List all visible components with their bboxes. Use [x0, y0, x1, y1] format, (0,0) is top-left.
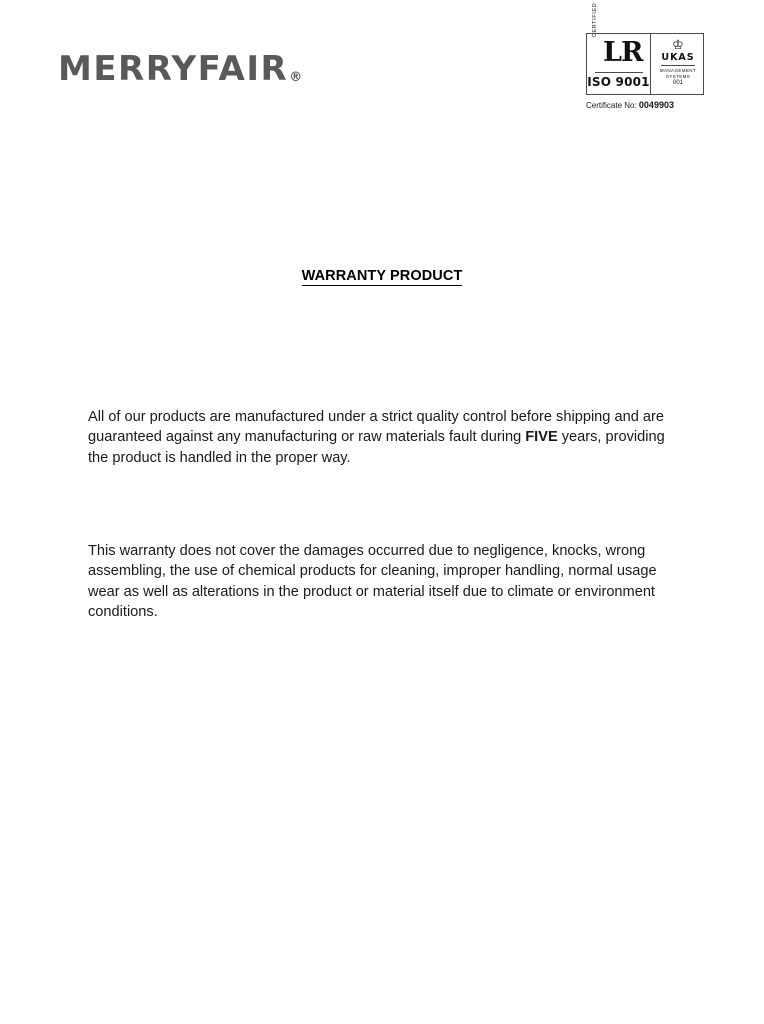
page-title-text: WARRANTY PRODUCT: [301, 268, 463, 284]
certification-rule: [595, 72, 643, 73]
ukas-number: 001: [672, 80, 683, 86]
warranty-paragraph-1-part-1: All of our products are manufactured under a strict quality control before shipping and are guaranteed against any manufacturing or raw materials fault during: [88, 408, 664, 446]
ukas-subtitle-2: SYSTEMS: [665, 73, 691, 79]
warranty-paragraph-2: This warranty does not cover the damages occurred due to negligence, knocks, wrong assembling, the use of chemical products for cleaning, improper handling, normal usage wear as well as alterations in the product or material itself due to climate or environment conditions.: [88, 542, 657, 621]
lloyds-register-icon: LR: [603, 37, 643, 68]
warranty-paragraph-1-part-2: years, providing the product is handled in the proper way.: [88, 429, 665, 466]
warranty-duration-emphasis: FIVE: [525, 429, 558, 446]
certification-left-panel: [587, 2, 650, 94]
warranty-paragraph-1: [88, 407, 668, 469]
registered-trademark-icon: ®: [289, 70, 303, 85]
certificate-number-value: 0049903: [638, 100, 674, 110]
certification-box: [586, 2, 704, 95]
merryfair-logo: [58, 49, 303, 89]
iso-standard-label: ISO 9001: [587, 75, 650, 89]
certification-right-panel: [651, 34, 705, 94]
certificate-number-label: Certificate No:: [586, 101, 637, 110]
ukas-subtitle-1: MANAGEMENT: [659, 68, 697, 73]
brand-name: MERRYFAIR: [58, 49, 289, 89]
ukas-label: UKAS: [661, 52, 695, 63]
iso-certification-mark: [586, 2, 706, 110]
crown-icon: ♔: [672, 37, 684, 52]
certified-label: CERTIFIED: [592, 2, 598, 38]
ukas-rule: [661, 65, 695, 66]
page-title: [0, 268, 764, 284]
certificate-number-line: [586, 100, 706, 110]
